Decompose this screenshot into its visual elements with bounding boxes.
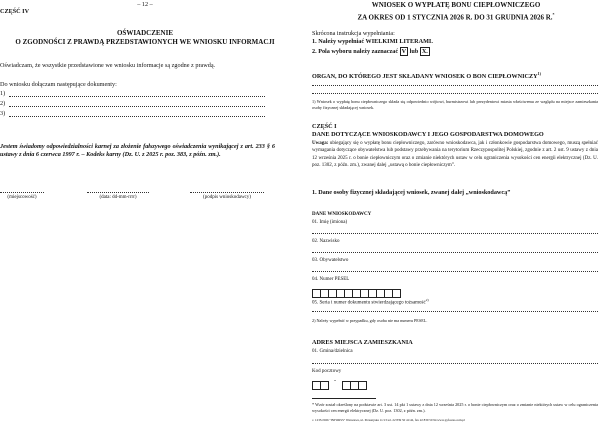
- signature-field[interactable]: [190, 192, 264, 193]
- date-field[interactable]: [87, 192, 149, 193]
- right-page: [312, 0, 600, 425]
- citizenship-field[interactable]: [312, 271, 598, 272]
- municipality-label: 01. Gmina/dzielnica: [312, 349, 353, 354]
- form-title-line-1: WNIOSEK O WYPŁATĘ BONU CIEPŁOWNICZEGO: [371, 1, 541, 9]
- attachment-3-number: 3): [0, 110, 6, 117]
- legal-basis-footnote: * Wzór został określony na podstawie art. 3 ust. 14 pkt 1 ustawy z dnia 12 września 2025 r. o bonie ciepłowniczym oraz o zmianie niektórych ustaw w celu ograniczenia wysokości cen energii elektrycznej (Dz. U. poz. 1302, z późn. zm.).: [312, 402, 598, 413]
- municipality-field[interactable]: [312, 363, 598, 364]
- last-name-field[interactable]: [312, 252, 598, 253]
- v-checkbox-sample: V: [401, 48, 407, 55]
- first-name-field[interactable]: [312, 233, 598, 234]
- instructions-label: Skrócona instrukcja wypełniania:: [312, 30, 395, 37]
- footnote-separator: [312, 398, 376, 399]
- heading-line-2: O ZGODNOŚCI Z PRAWDĄ PRZEDSTAWIONYCH WE WNIOSKU INFORMACJI: [15, 38, 275, 46]
- left-page: [0, 0, 290, 425]
- place-field[interactable]: [0, 192, 44, 193]
- declaration-text: Oświadczam, że wszystkie przedstawione we wniosku informacje są zgodne z prawdą.: [0, 62, 216, 69]
- instruction-2: 2. Pola wyboru należy zaznaczać V lub X.: [312, 48, 428, 55]
- attachment-1-number: 1): [0, 90, 6, 97]
- attachment-2-number: 2): [0, 100, 6, 107]
- last-name-label: 02. Nazwisko: [312, 239, 340, 244]
- instruction-1: 1. Należy wypełniać WIELKIMI LITERAMI.: [312, 38, 433, 45]
- page-number: – 12 –: [137, 1, 153, 8]
- postcode-dash: -: [333, 377, 337, 384]
- attachment-2-field[interactable]: [9, 106, 265, 107]
- pesel-label: 04. Numer PESEL: [312, 277, 350, 282]
- part-1-label: CZĘŚĆ I: [312, 123, 337, 130]
- pesel-footnote: 2) Należy wypełnić w przypadku, gdy osoba nie ma numeru PESEL.: [312, 318, 428, 323]
- postcode-label: Kod pocztowy: [312, 369, 342, 374]
- address-heading: ADRES MIEJSCA ZAMIESZKANIA: [312, 339, 413, 346]
- first-name-label: 01. Imię (imiona): [312, 220, 348, 225]
- postcode-input-cells[interactable]: [312, 377, 366, 395]
- organ-footnote: 1) Wniosek o wypłatę bonu ciepłowniczego składa się odpowiednio wójtowi, burmistrzowi lub prezydentowi miasta właściwemu ze względu na miejsce zamieszkania osoby fizycznej składającej wniosek.: [312, 99, 598, 110]
- citizenship-label: 03. Obywatelstwo: [312, 258, 349, 263]
- attachment-1-field[interactable]: [9, 96, 265, 97]
- printer-imprint: c. 1235/2026 "INFORSS" Warszawa, ul. Przasnyska 11/13 tel. 22 839 50 41/42, fax 22 839 50 94 www.pyfosrss.com.pl: [312, 418, 465, 422]
- section-label: CZĘŚĆ IV: [0, 8, 30, 15]
- x-checkbox-sample: X.: [421, 48, 428, 55]
- place-caption: (miejscowość): [7, 195, 37, 200]
- id-document-field[interactable]: [312, 311, 598, 312]
- form-title-line-2: ZA OKRES OD 1 STYCZNIA 2026 R. DO 31 GRUDNIA 2026 R.*: [357, 12, 555, 22]
- heading-line-1: OŚWIADCZENIE: [116, 29, 173, 37]
- id-document-label: 05. Seria i numer dokumentu stwierdzającego tożsamość$^{2)}$: [312, 298, 429, 306]
- organ-field-line-2[interactable]: [312, 93, 598, 94]
- signature-caption: (podpis wnioskodawcy): [203, 195, 251, 200]
- attachment-3-field[interactable]: [9, 116, 265, 117]
- liability-statement: Jestem świadomy odpowiedzialności karnej za złożenie fałszywego oświadczenia wynikającej z art. 233 § 6 ustawy z dnia 6 czerwca 1997 r. – Kodeks karny (Dz. U. z 2025 r. poz. 383, z późn. zm.).: [0, 143, 275, 158]
- part-1-title: DANE DOTYCZĄCE WNIOSKODAWCY I JEGO GOSPODARSTWA DOMOWEGO: [312, 131, 544, 138]
- organ-field-line-1[interactable]: [312, 85, 598, 86]
- organ-heading: ORGAN, DO KTÓREGO JEST SKŁADANY WNIOSEK O BON CIEPŁOWNICZY$^{1)}$: [312, 71, 541, 81]
- attachments-label: Do wniosku dołączam następujące dokumenty:: [0, 81, 117, 88]
- applicant-data-heading: DANE WNIOSKODAWCY: [312, 212, 372, 217]
- eligibility-note: Uwaga: ubiegający się o wypłatę bonu ciepłowniczego, zarówno wnioskodawca, jak i członkowie gospodarstwa domowego, muszą spełniać wymagania dotyczące obywatelstwa lub podstawy przebywania na terytorium Rzeczypospolitej Polskiej, zgodnie z art. 2 ust. 9 ustawy z dnia 12 września 2025 r. o bonie ciepłowniczym oraz o zmianie niektórych ustaw w celu ograniczenia wysokości cen energii elektrycznej (Dz. U. poz. 1302, z późn. zm.), zwanej dalej „ustawą o bonie ciepłowniczym”.: [312, 141, 598, 169]
- date-caption: (data: dd-mm-rrrr): [99, 195, 137, 200]
- question-1: 1. Dane osoby fizycznej składającej wniosek, zwanej dalej „wnioskodawcą”: [312, 189, 511, 196]
